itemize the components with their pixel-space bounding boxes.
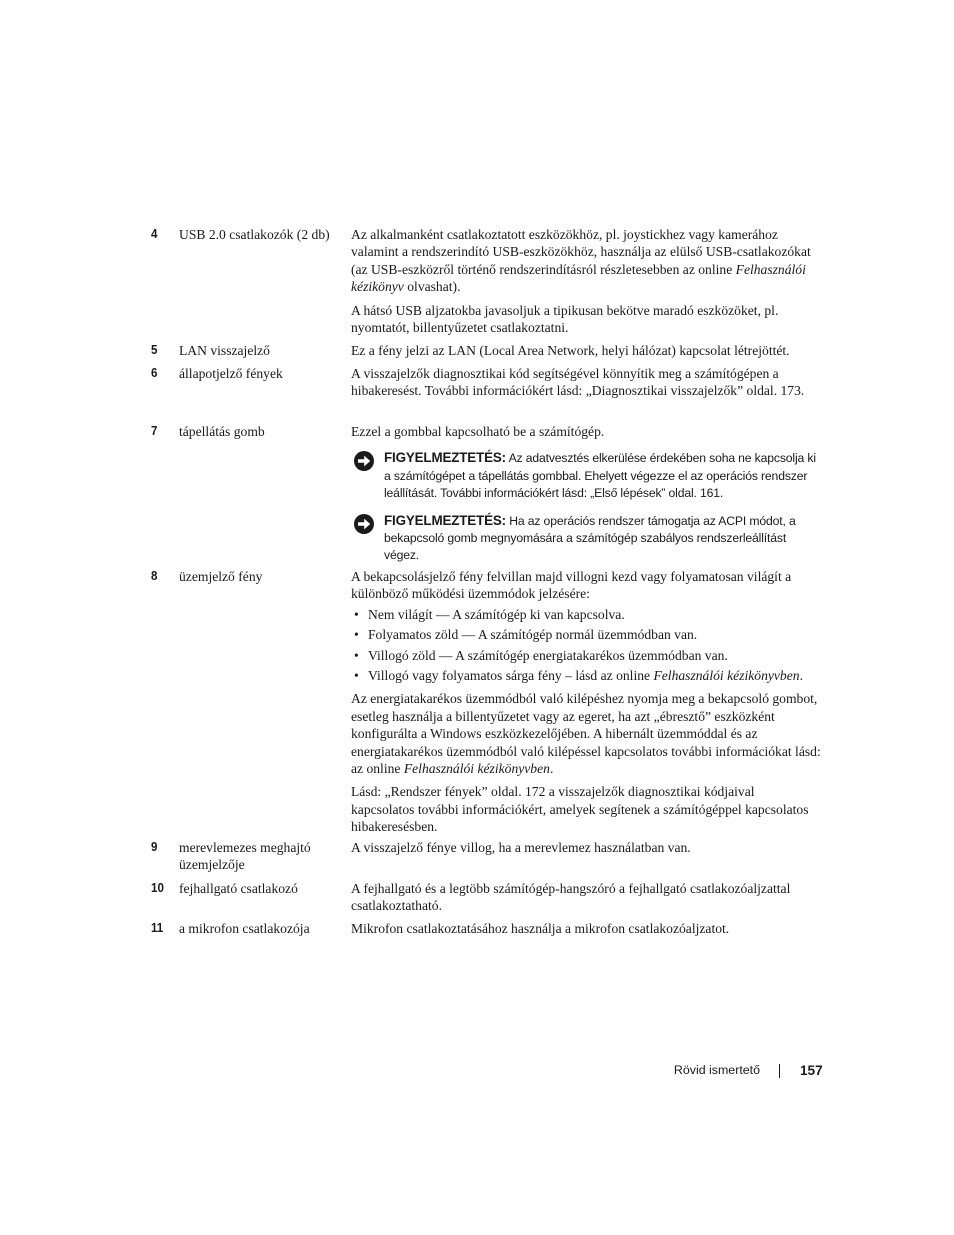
description-paragraph: A fejhallgató és a legtöbb számítógép-hangszóró a fejhallgató csatlakozóaljzattal csatlakoztatható. [351,881,791,914]
list-item: • Folyamatos zöld — A számítógép normál üzemmódban van. [351,626,821,643]
item-description [351,920,821,937]
item-number: 6 [151,366,158,380]
warning-label: FIGYELMEZTETÉS: [384,512,506,528]
description-paragraph: Ez a fény jelzi az LAN (Local Area Network, helyi hálózat) kapcsolat létrejöttét. [351,343,790,358]
warning-arrow-icon [353,513,375,535]
item-name: állapotjelző fények [179,366,283,381]
footer-divider [779,1064,780,1078]
description-paragraph: Mikrofon csatlakoztatásához használja a mikrofon csatlakozóaljzatot. [351,921,730,936]
item-name: merevlemezes meghajtó üzemjelzője [179,840,311,873]
description-paragraph: A hátsó USB aljzatokba javasoljuk a tipikusan bekötve maradó eszközöket, pl. nyomtatót, billentyűzetet csatlakoztatni. [351,302,779,336]
warning-label: FIGYELMEZTETÉS: [384,450,506,466]
warning-notice [351,512,821,565]
warning-text: Az adatvesztés elkerülése érdekében soha ne kapcsolja ki a számítógépet a tápellátás gombbal. Ehelyett végezze el az operációs rendszer leállítását. További információkért lásd: „Első lépések” oldal. 161. [384,451,816,501]
warning-arrow-icon [353,450,375,472]
item-name: a mikrofon csatlakozója [179,921,310,936]
item-description [351,342,821,359]
item-name: LAN visszajelző [179,343,270,358]
page-footer [0,1062,954,1082]
page-number: 157 [800,1063,823,1078]
item-name: fejhallgató csatlakozó [179,881,298,896]
item-number: 8 [151,569,158,583]
footer-section-title: Rövid ismertető [673,1063,760,1077]
item-number: 7 [151,424,158,438]
item-description [351,568,821,836]
description-paragraph: Az alkalmanként csatlakoztatott eszközökhöz, pl. joystickhez vagy kamerához valamint a rendszerindító USB-eszközökhöz, használja az elülső USB-csatlakozókat (az USB-eszközről történő rendszerindításról részletesebben az online Felhasználói kézikönyv olvashat). [351,227,811,295]
item-description [351,839,821,856]
item-description [351,365,821,400]
description-paragraph: Lásd: „Rendszer fények” oldal. 172 a visszajelzők diagnosztikai kódjaival kapcsolatos további információkért, amelyek segítenek a számítógéppel kapcsolatos hibakeresésben. [351,784,809,835]
item-description [351,423,821,565]
warning-text: Ha az operációs rendszer támogatja az ACPI módot, a bekapcsoló gomb megnyomására a számítógép szabályos rendszerleállítást végez. [384,513,796,563]
list-item: • Villogó zöld — A számítógép energiatakarékos üzemmódban van. [351,647,821,664]
item-name: üzemjelző fény [179,569,263,584]
item-description [351,226,821,336]
item-number: 10 [151,881,164,895]
item-number: 9 [151,840,158,854]
description-paragraph: A visszajelzők diagnosztikai kód segítségével könnyítik meg a számítógépen a hibakeresést. További információkért lásd: „Diagnosztikai visszajelzők” oldal. 173. [351,366,805,399]
description-paragraph: A visszajelző fénye villog, ha a merevlemez használatban van. [351,840,691,855]
item-name: tápellátás gomb [179,424,265,439]
item-number: 5 [151,343,158,357]
description-paragraph: Az energiatakarékos üzemmódból való kilépéshez nyomja meg a bekapcsoló gombot, esetleg használja a billentyűzetet vagy az egeret, ha azt „ébresztő” eszközként konfigurálta a Windows eszközkezelőjében. A hibernált üzemmóddal és az energiatakarékos üzemmódból való kilépéssel kapcsolatos további információkat lásd: az online Felhasználói kézikönyvben. [351,691,821,777]
list-item: • Nem világít — A számítógép ki van kapcsolva. [351,606,821,623]
item-description [351,880,821,915]
description-paragraph: A bekapcsolásjelző fény felvillan majd villogni kezd vagy folyamatosan világít a különböző működési üzemmódok jelzésére: [351,569,792,602]
list-item: • Villogó vagy folyamatos sárga fény – lásd az online Felhasználói kézikönyvben. [351,667,821,684]
bullet-list [351,606,821,685]
item-number: 4 [151,227,158,241]
item-number: 11 [151,921,164,935]
item-name: USB 2.0 csatlakozók (2 db) [179,227,330,242]
description-paragraph: Ezzel a gombbal kapcsolható be a számítógép. [351,424,605,439]
warning-notice [351,449,821,502]
